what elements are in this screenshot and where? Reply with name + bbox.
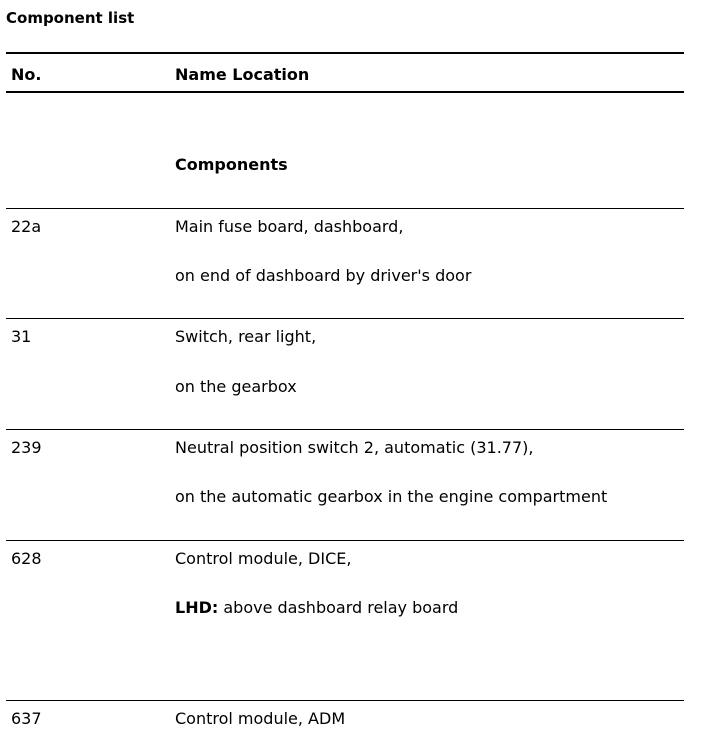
row-location: on end of dashboard by driver's door	[175, 266, 472, 285]
column-header-name-location: Name Location	[175, 65, 310, 84]
row-location: on the gearbox	[175, 377, 297, 396]
location-prefix-lhd: LHD:	[175, 598, 219, 617]
document-title: Component list	[6, 9, 135, 27]
row-number: 239	[11, 438, 42, 457]
row-name: Main fuse board, dashboard,	[175, 217, 404, 236]
row-name: Control module, DICE,	[175, 549, 352, 568]
row-name: Control module, ADM	[175, 709, 346, 728]
row-divider	[6, 208, 684, 209]
row-divider	[6, 700, 684, 701]
column-header-no: No.	[11, 65, 42, 84]
row-name: Switch, rear light,	[175, 327, 317, 346]
section-heading-components: Components	[175, 155, 288, 174]
row-name: Neutral position switch 2, automatic (31.77),	[175, 438, 534, 457]
location-text: above dashboard relay board	[218, 598, 459, 617]
row-number: 637	[11, 709, 42, 728]
row-divider	[6, 318, 684, 319]
row-location	[175, 598, 458, 618]
row-number: 22a	[11, 217, 42, 236]
row-divider	[6, 540, 684, 541]
row-divider	[6, 429, 684, 430]
row-number: 31	[11, 327, 32, 346]
row-number: 628	[11, 549, 42, 568]
row-location: on the automatic gearbox in the engine compartment	[175, 487, 608, 506]
table-top-rule	[6, 52, 684, 54]
header-bottom-rule	[6, 91, 684, 93]
